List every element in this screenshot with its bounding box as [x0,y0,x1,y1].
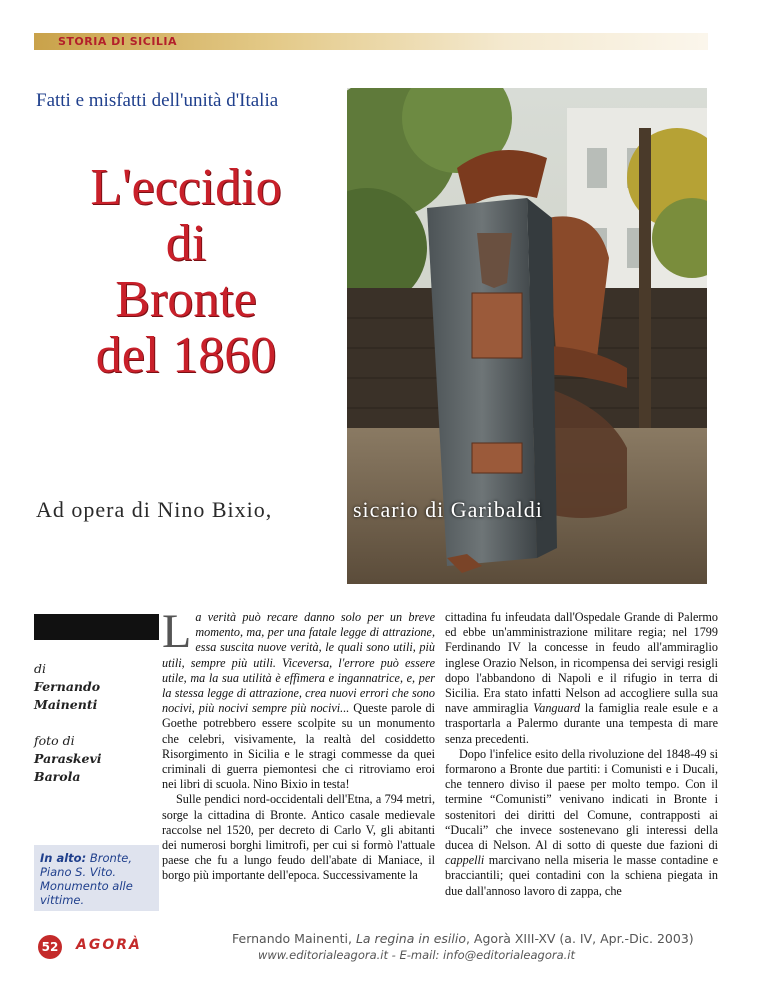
paragraph [445,610,718,747]
title-line: del 1860 [95,327,277,384]
author-last: Mainenti [34,697,98,712]
title-line: L'eccidio [90,159,282,216]
magazine-name: AGORÀ [76,937,142,953]
ship-name: Vanguard [533,701,581,716]
photographer-last: Barola [34,769,81,784]
footer-book: La regina in esilio [355,931,466,946]
byline-di: di [34,661,46,676]
text-column-2 [445,610,718,899]
title-line: Bronte [115,271,257,328]
byline-bar [34,614,159,640]
photographer-first: Paraskevi [34,751,102,766]
text-run: marcivano nella miseria le masse contadine e bracciantili; quei contadini con la schiena piegata in due dall'annoso lavoro di zappa, che [445,853,718,898]
goethe-quote: a verità può recare danno solo per un breve momento, ma, per una fatale legge di attrazione, essa suscita nuove verità, le quali sono utili, più utili, sempre più utili. Viceversa, l'errore può essere utile, ma la sua utilità è effimera e ingannatrice, e, per la stessa legge di attrazione, crea nuovi errori che sono nocivi, più nocivi sempre più nocivi... [162,610,435,716]
caption-lead: In alto: [40,851,87,865]
italic-word: cappelli [445,853,485,868]
text-column-1 [162,605,435,884]
footer-author: Fernando Mainenti, [232,931,356,946]
caption-text: Bronte, Piano S. Vito. Monumento alle vittime. [40,851,133,907]
dropcap: L [162,605,192,658]
title-line: di [165,215,207,272]
footer-citation [232,931,694,946]
byline [34,660,102,786]
paragraph: Sulle pendici nord-occidentali dell'Etna, a 794 metri, sorge la cittadina di Bronte. Antico casale medievale raccolse nel 1520, per decreto di Carlo V, gli abitanti dei numerosi borghi limitrofi, per cui si formò l'attuale paese che fu a lungo feudo dell'abate di Maniace, il borgo più importante dell'epoca. Successivamente la [162,792,435,883]
article-title [36,160,336,384]
page-number: 52 [38,935,62,959]
subtitle-part-1: Ad opera di Nino Bixio, [36,497,273,522]
text-run: cittadina fu infeudata dall'Ospedale Grande di Palermo ed ebbe un'amministrazione militare regia; nel 1799 Ferdinando IV la concesse in feudo all'ammiraglio inglese Orazio Nelson, in ricompensa dei servigi resigli dopo l'abbandono di Napoli e il rifugio in terra di Sicilia. Era stato infatti Nelson ad accogliere sulla sua nave ammiraglia [445,610,718,716]
byline-foto: foto di [34,733,75,748]
subtitle-part-2: sicario di Garibaldi [353,497,543,522]
paragraph [162,605,435,792]
footer-rest: , Agorà XIII-XV (a. IV, Apr.-Dic. 2003) [465,931,694,946]
photo-caption [34,845,159,911]
text-run: la famiglia reale esule e a trasportarla a Palermo durante una tempesta di mare senza precedenti. [445,701,718,746]
kicker: Fatti e misfatti dell'unità d'Italia [36,90,279,111]
text-run: Dopo l'infelice esito della rivoluzione del 1848-49 si formarono a Bronte due partiti: i Comunisti e i Ducali, che tennero diviso il paese per molto tempo. Con il termine “Comunisti” venivano indicati in Bronte i sostenitori dei diritti del Comune, contrapposti ai “Ducali” che invece sostenevano gli interessi della ducea di Nelson. Al di sotto di queste due fazioni di [445,746,718,853]
author-first: Fernando [34,679,101,694]
intro-rest: Queste parole di Goethe potrebbero essere scolpite su un monumento che celebri, visivamente, la realtà del cosiddetto Risorgimento in Sicilia e le stragi commesse da quei criminali di guerra piemontesi che ci ritroviamo eroi nei libri di scuola. Nino Bixio in testa! [162,701,435,792]
paragraph [445,747,718,899]
footer-web[interactable]: www.editorialeagora.it - E-mail: info@editorialeagora.it [258,948,575,962]
section-label: STORIA DI SICILIA [58,35,178,48]
